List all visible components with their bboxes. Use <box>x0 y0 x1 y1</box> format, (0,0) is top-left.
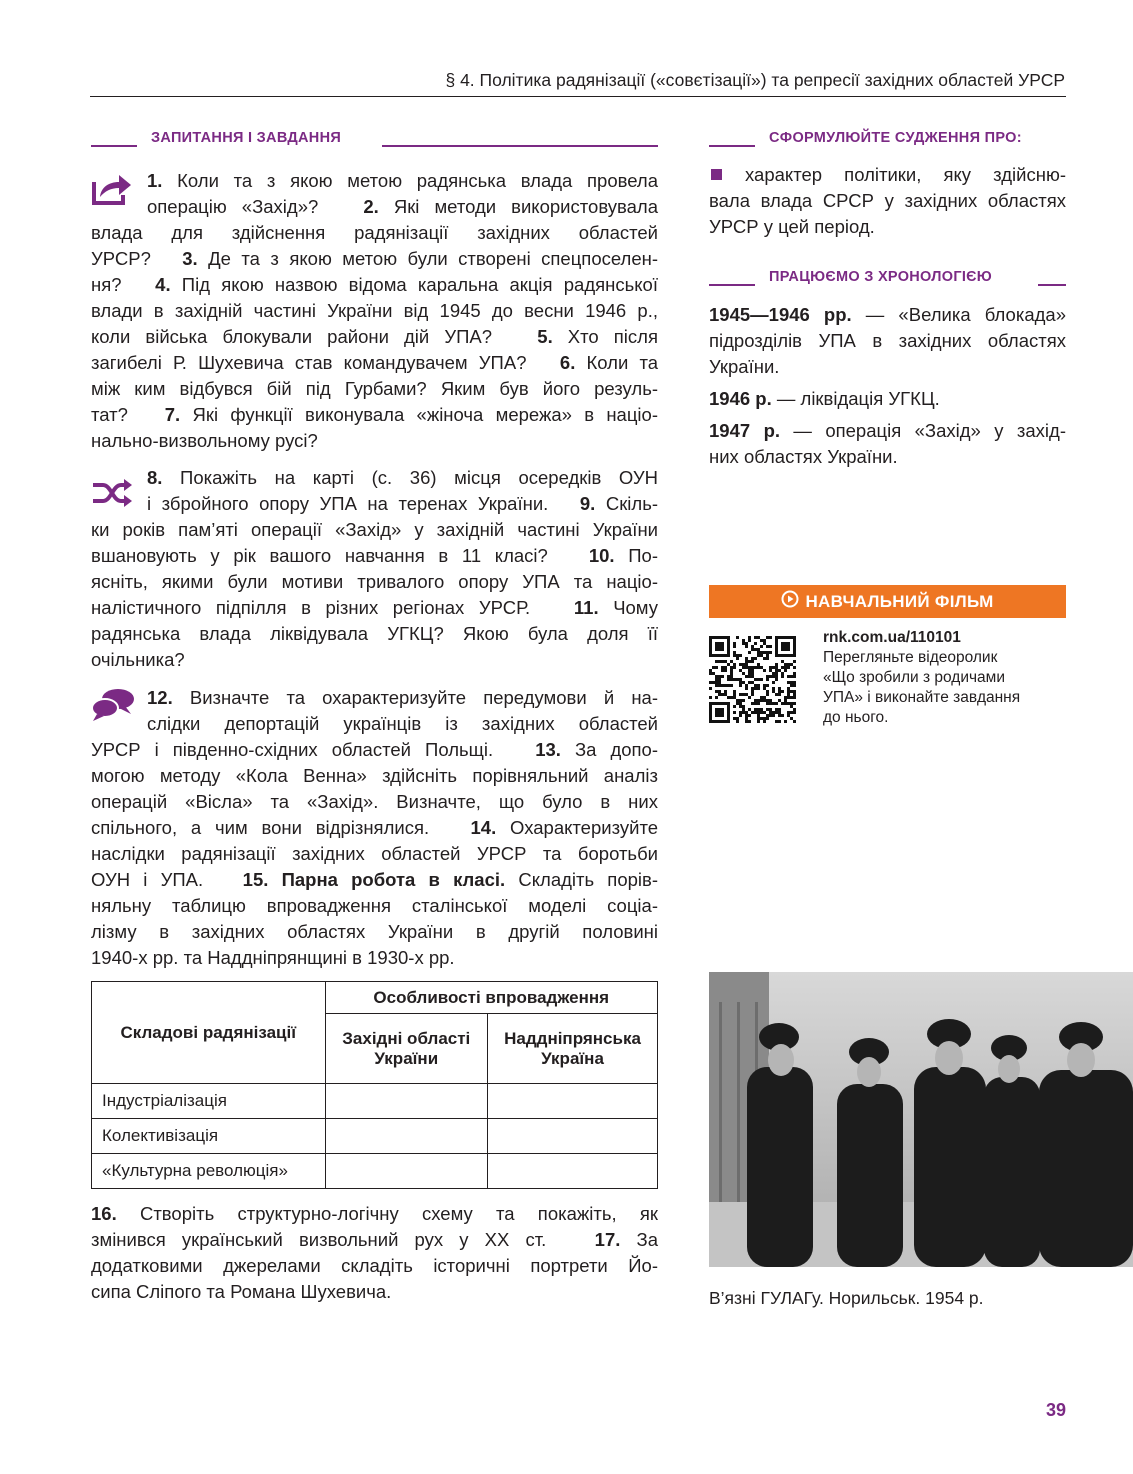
task-text: сипа Сліпого та Романа Шухевича. <box>91 1281 392 1302</box>
text-line <box>91 621 658 647</box>
text-line <box>91 246 658 272</box>
film-description <box>823 648 1068 728</box>
chronology-item <box>709 418 1066 470</box>
chronology-line <box>709 354 1066 380</box>
text-line <box>91 711 658 737</box>
text-line <box>91 737 658 763</box>
film-desc-line: УПА» і виконайте завдання <box>823 689 1021 706</box>
comparison-table <box>91 981 658 1189</box>
text-line <box>91 324 658 350</box>
text-line <box>91 376 658 402</box>
task-text: Визначте та охарактеризуйте передумови й на- <box>172 687 658 708</box>
header-rule <box>90 96 1066 97</box>
task-text: тат? <box>91 404 165 425</box>
chronology-list <box>709 302 1066 476</box>
task-text: наслідки радянізації західних областей УРСР та боротьби <box>91 843 658 864</box>
task-text: Які функції виконувала «жіноча мережа» в націо- <box>180 404 658 425</box>
text-line <box>91 1279 658 1305</box>
task-text: Охарактеризуйте <box>496 817 658 838</box>
section-title-judgement: СФОРМУЛЮЙТЕ СУДЖЕННЯ ПРО: <box>769 130 1022 146</box>
task-text: операцій «Вісла» та «Захід». Визначте, що було в них <box>91 791 658 812</box>
table-header-west: Західні області України <box>325 1014 488 1084</box>
task-number: 1. <box>147 170 163 191</box>
table-row-label: «Культурна революція» <box>92 1154 326 1189</box>
text-line <box>91 945 658 971</box>
task-text: ОУН і УПА. <box>91 869 243 890</box>
task-number: 8. <box>147 467 163 488</box>
section-rule-right <box>382 145 658 147</box>
task-text: Хто після <box>552 326 658 347</box>
judgement-line: вала влада СРСР у західних областях <box>709 190 1066 211</box>
text-line <box>91 867 658 893</box>
chronology-line <box>709 386 1066 412</box>
film-info <box>823 628 1068 728</box>
text-line <box>91 350 658 376</box>
chronology-item <box>709 386 1066 412</box>
film-desc-line: «Що зробили з родичами <box>823 669 1005 686</box>
running-title: § 4. Політика радянізації («совєтізації») та репресії західних областей УРСР <box>445 70 1065 90</box>
table-header-features: Особливості впровадження <box>325 982 658 1014</box>
table-header-components: Складові радянізації <box>92 982 326 1084</box>
chronology-text: України. <box>709 356 780 377</box>
task-text: вшановують у рік вашого навчання в 11 класі? <box>91 545 589 566</box>
table-cell <box>325 1154 488 1189</box>
table-cell <box>325 1084 488 1119</box>
task-text: додатковими джерелами складіть історичні портрети Йо- <box>91 1255 658 1276</box>
text-line <box>91 402 658 428</box>
task-text: могою методу «Кола Венна» здійсніть порівняльний аналіз <box>91 765 658 786</box>
task-text: УРСР? <box>91 248 183 269</box>
page-number: 39 <box>1045 1400 1066 1420</box>
text-line <box>91 168 658 194</box>
table-cell <box>325 1119 488 1154</box>
task-text: Під якою назвою відома каральна акція радянської <box>170 274 658 295</box>
text-line <box>91 647 658 673</box>
judgement-text <box>709 162 1066 240</box>
task-number: 6. <box>559 352 576 373</box>
table-cell <box>488 1084 658 1119</box>
task-text: За <box>620 1229 658 1250</box>
task-text: няльну таблицю впровадження сталінської моделі соціа- <box>91 895 658 916</box>
questions-block-1 <box>91 168 658 454</box>
table-cell <box>488 1154 658 1189</box>
task-text: ясніть, якими були мотиви тривалого опору УПА та націо- <box>91 571 658 592</box>
task-text: і збройного опору УПА на теренах України. <box>147 493 580 514</box>
questions-block-3 <box>91 685 658 971</box>
task-text: влада для здійснення радянізації західних областей <box>91 222 658 243</box>
text-line <box>91 893 658 919</box>
chronology-line <box>709 328 1066 354</box>
film-title: НАВЧАЛЬНИЙ ФІЛЬМ <box>805 592 994 611</box>
chronology-text: підрозділів УПА в західних областях <box>709 330 1066 351</box>
task-number: 15. Парна робота в класі. <box>242 869 506 890</box>
chronology-date: 1946 р. <box>709 388 772 409</box>
task-number: 9. <box>579 493 596 514</box>
text-line <box>91 763 658 789</box>
chronology-text: них областях України. <box>709 446 898 467</box>
chronology-text: — «Велика блокада» <box>851 304 1066 325</box>
task-number: 7. <box>164 404 181 425</box>
task-number: 10. <box>588 545 615 566</box>
section-title-questions: ЗАПИТАННЯ І ЗАВДАННЯ <box>151 130 342 146</box>
task-text: Коли та <box>575 352 658 373</box>
text-line <box>91 194 658 220</box>
task-text: УРСР і південно-східних областей Польщі. <box>91 739 536 760</box>
task-text: Коли та з якою метою радянська влада провела <box>162 170 658 191</box>
play-circle-icon <box>781 586 799 619</box>
film-header <box>709 585 1066 618</box>
task-text: нально-визвольному русі? <box>91 430 318 451</box>
task-text: налістичного підпілля в різних регіонах УРСР. <box>91 597 574 618</box>
task-text: загибелі Р. Шухевича став командувачем УПА? <box>91 352 560 373</box>
task-text: коли війська блокували райони дій УПА? <box>91 326 538 347</box>
chronology-date: 1945—1946 рр. <box>709 304 852 325</box>
judgement-line: характер політики, яку здійсню- <box>745 164 1066 185</box>
task-number: 5. <box>537 326 553 347</box>
task-text: Чому <box>598 597 658 618</box>
text-line <box>91 789 658 815</box>
task-text: ки років пам’яті операції «Захід» у західній частині України <box>91 519 658 540</box>
task-text: 1940-х рр. та Наддніпрянщині в 1930-х рр. <box>91 947 455 968</box>
task-number: 13. <box>535 739 561 760</box>
task-text: лізму в західних областях України в другій половині <box>91 921 658 942</box>
section-title-chronology: ПРАЦЮЄМО З ХРОНОЛОГІЄЮ <box>769 269 993 285</box>
task-text: очільника? <box>91 649 185 670</box>
chronology-line <box>709 302 1066 328</box>
text-line <box>91 428 658 454</box>
task-text: ня? <box>91 274 156 295</box>
chronology-date: 1947 р. <box>709 420 781 441</box>
questions-block-2 <box>91 465 658 673</box>
task-text: слідки депортацій українців із західних областей <box>147 713 658 734</box>
task-text: Де та з якою метою були створені спецпоселен- <box>197 248 658 269</box>
table-cell <box>488 1119 658 1154</box>
chronology-line <box>709 418 1066 444</box>
text-line <box>91 517 658 543</box>
chronology-text: — ліквідація УГКЦ. <box>771 388 940 409</box>
text-line <box>91 815 658 841</box>
section-rule-left <box>709 145 755 147</box>
table-row-label: Колективізація <box>92 1119 326 1154</box>
section-rule-left <box>91 145 137 147</box>
gulag-prisoners-photo <box>709 972 1133 1267</box>
section-rule-right <box>1038 284 1066 286</box>
task-text: Скіль- <box>595 493 658 514</box>
qr-code-icon[interactable] <box>709 636 796 723</box>
task-text: спільного, а чим вони відрізнялися. <box>91 817 471 838</box>
questions-block-4 <box>91 1201 658 1305</box>
task-number: 2. <box>363 196 379 217</box>
task-number: 16. <box>91 1203 117 1224</box>
task-text: радянська влада ліквідувала УГКЦ? Якою була доля її <box>91 623 658 644</box>
table-header-dnipro: Наддніпрянська Україна <box>488 1014 658 1084</box>
text-line <box>91 465 658 491</box>
task-text: влади в західній частині України від 1945 до весни 1946 р., <box>91 300 658 321</box>
text-line <box>91 298 658 324</box>
task-number: 17. <box>594 1229 621 1250</box>
section-rule-left <box>709 284 755 286</box>
table-row-label: Індустріалізація <box>92 1084 326 1119</box>
text-line <box>91 1253 658 1279</box>
film-desc-line: до нього. <box>823 709 889 726</box>
photo-caption: В’язні ГУЛАГу. Норильськ. 1954 р. <box>709 1288 984 1308</box>
task-number: 12. <box>147 687 173 708</box>
chronology-text: — операція «Захід» у захід- <box>780 420 1066 441</box>
judgement-line: УРСР у цей період. <box>709 216 875 237</box>
chronology-line <box>709 444 1066 470</box>
task-number: 11. <box>573 597 599 618</box>
chronology-item <box>709 302 1066 380</box>
task-text: Покажіть на карті (с. 36) місця осередків ОУН <box>162 467 658 488</box>
text-line <box>91 543 658 569</box>
text-line <box>91 841 658 867</box>
task-number: 4. <box>155 274 171 295</box>
film-desc-line: Перегляньте відеоролик <box>823 649 998 666</box>
text-line <box>91 491 658 517</box>
text-line <box>91 919 658 945</box>
task-text: По- <box>614 545 658 566</box>
task-text: змінився український визвольний рух у ХХ ст. <box>91 1229 595 1250</box>
text-line <box>91 220 658 246</box>
task-number: 3. <box>182 248 198 269</box>
text-line <box>91 1201 658 1227</box>
task-number: 14. <box>470 817 497 838</box>
text-line <box>91 569 658 595</box>
film-link[interactable]: rnk.com.ua/110101 <box>823 629 961 646</box>
task-text: Створіть структурно-логічну схему та покажіть, як <box>116 1203 658 1224</box>
text-line <box>91 685 658 711</box>
task-text: між ким відбувся бій під Гурбами? Яким був його резуль- <box>91 378 658 399</box>
text-line <box>91 1227 658 1253</box>
task-text: операцію «Захід»? <box>147 196 364 217</box>
text-line <box>91 272 658 298</box>
task-text: За допо- <box>560 739 659 760</box>
task-text: Які методи використовувала <box>378 196 658 217</box>
text-line <box>91 595 658 621</box>
task-text: Складіть порів- <box>505 869 658 890</box>
